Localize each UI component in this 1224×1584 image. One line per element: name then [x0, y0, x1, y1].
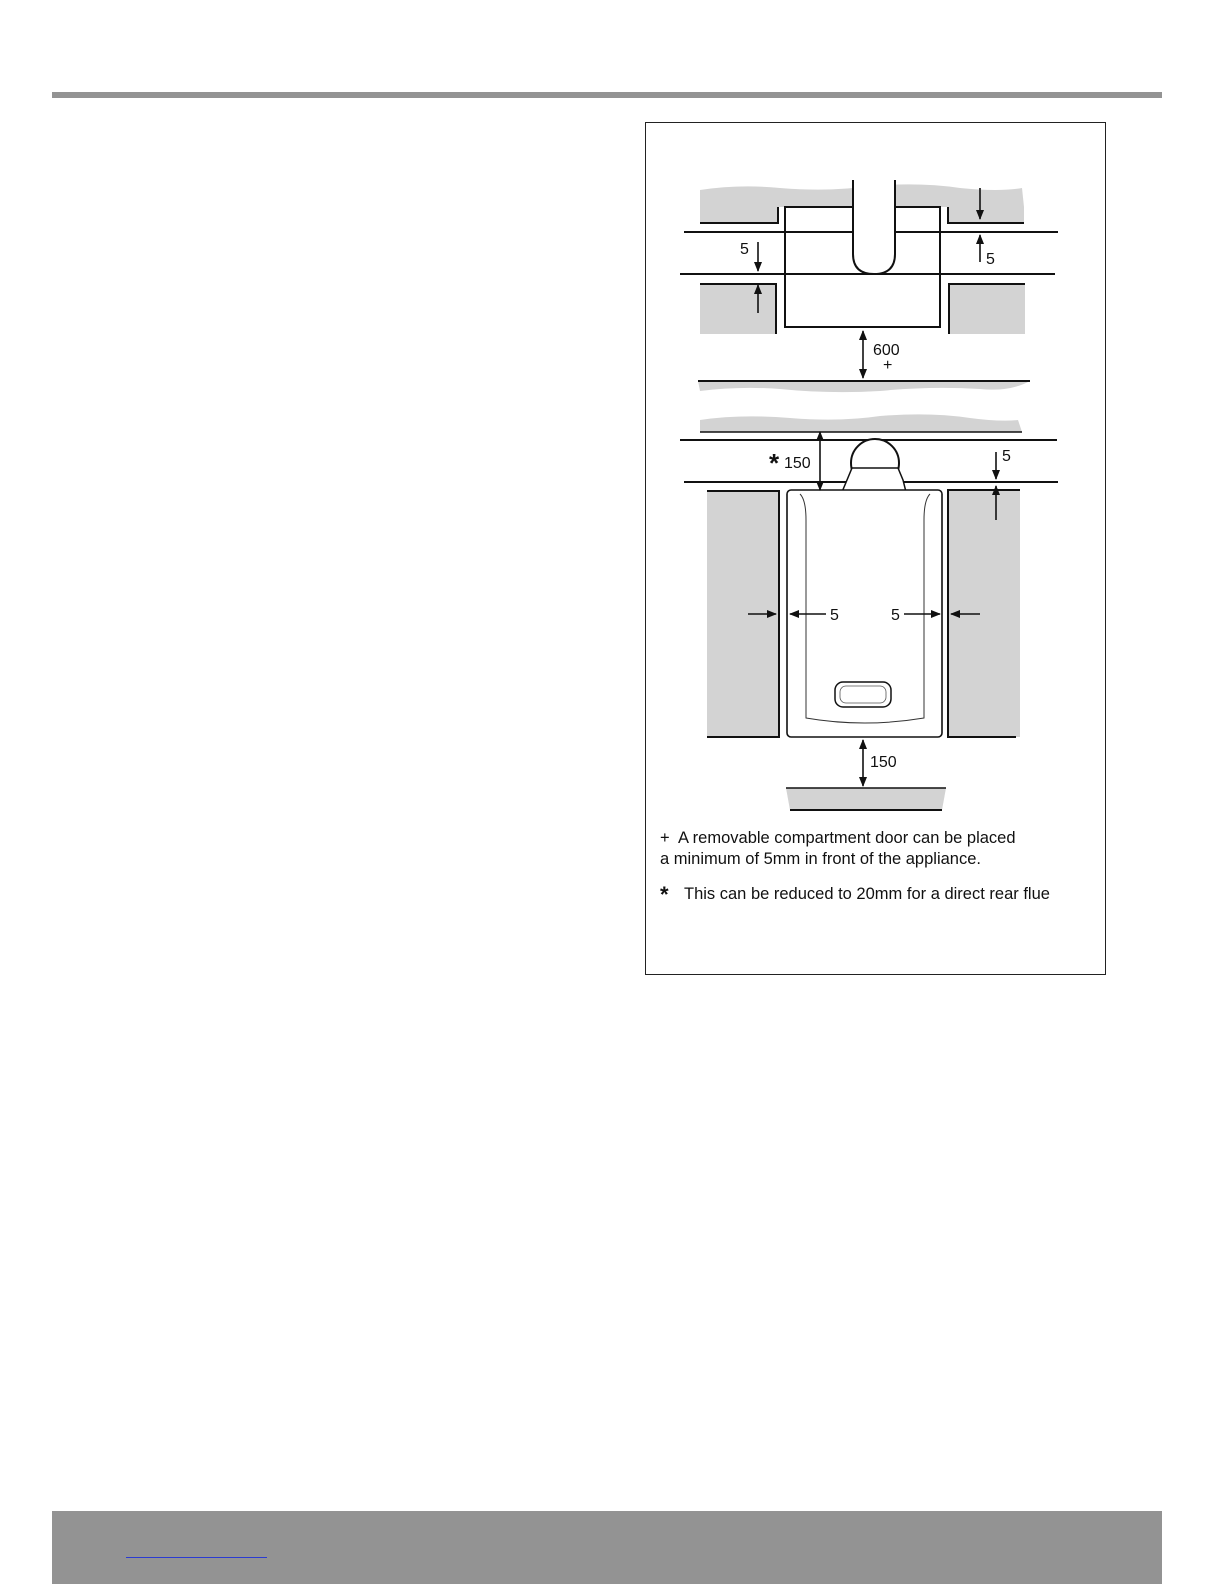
footer-link[interactable]: [126, 1557, 267, 1558]
note-door-mark: +: [660, 829, 670, 847]
note-door-line-1: A removable compartment door can be placed: [678, 829, 1016, 847]
rear-wall-right: [948, 207, 1024, 223]
label-600: 600: [873, 342, 900, 359]
label-right-side-5: 5: [891, 607, 900, 624]
cabinet-right-plan: [949, 284, 1025, 334]
label-plan-right: 5: [986, 251, 995, 268]
note-rear-flue-text: This can be reduced to 20mm for a direct rear flue: [684, 885, 1050, 903]
footer-bar: [52, 1511, 1162, 1584]
plan-view: [680, 180, 1058, 392]
note-rear-flue: [660, 884, 1050, 905]
label-bottom-150: 150: [870, 754, 897, 771]
label-600-mark: +: [883, 357, 893, 374]
label-top-mark: *: [769, 448, 780, 478]
flue-pipe-plan: [853, 180, 895, 274]
ceiling: [700, 414, 1022, 432]
label-top-right-5: 5: [1002, 448, 1011, 465]
floor-base: [786, 788, 946, 810]
note-door: [660, 828, 1016, 870]
label-left-side-5: 5: [830, 607, 839, 624]
cabinet-left-plan: [700, 284, 776, 334]
rear-wall-left: [700, 207, 778, 223]
flue-bracket: [842, 468, 906, 492]
front-wall-plan: [698, 381, 1030, 392]
label-top-150: 150: [784, 455, 811, 472]
front-view: [680, 414, 1058, 810]
label-plan-left: 5: [740, 241, 749, 258]
note-rear-flue-mark: *: [660, 882, 669, 907]
note-door-line-2: a minimum of 5mm in front of the appliance.: [660, 850, 981, 868]
